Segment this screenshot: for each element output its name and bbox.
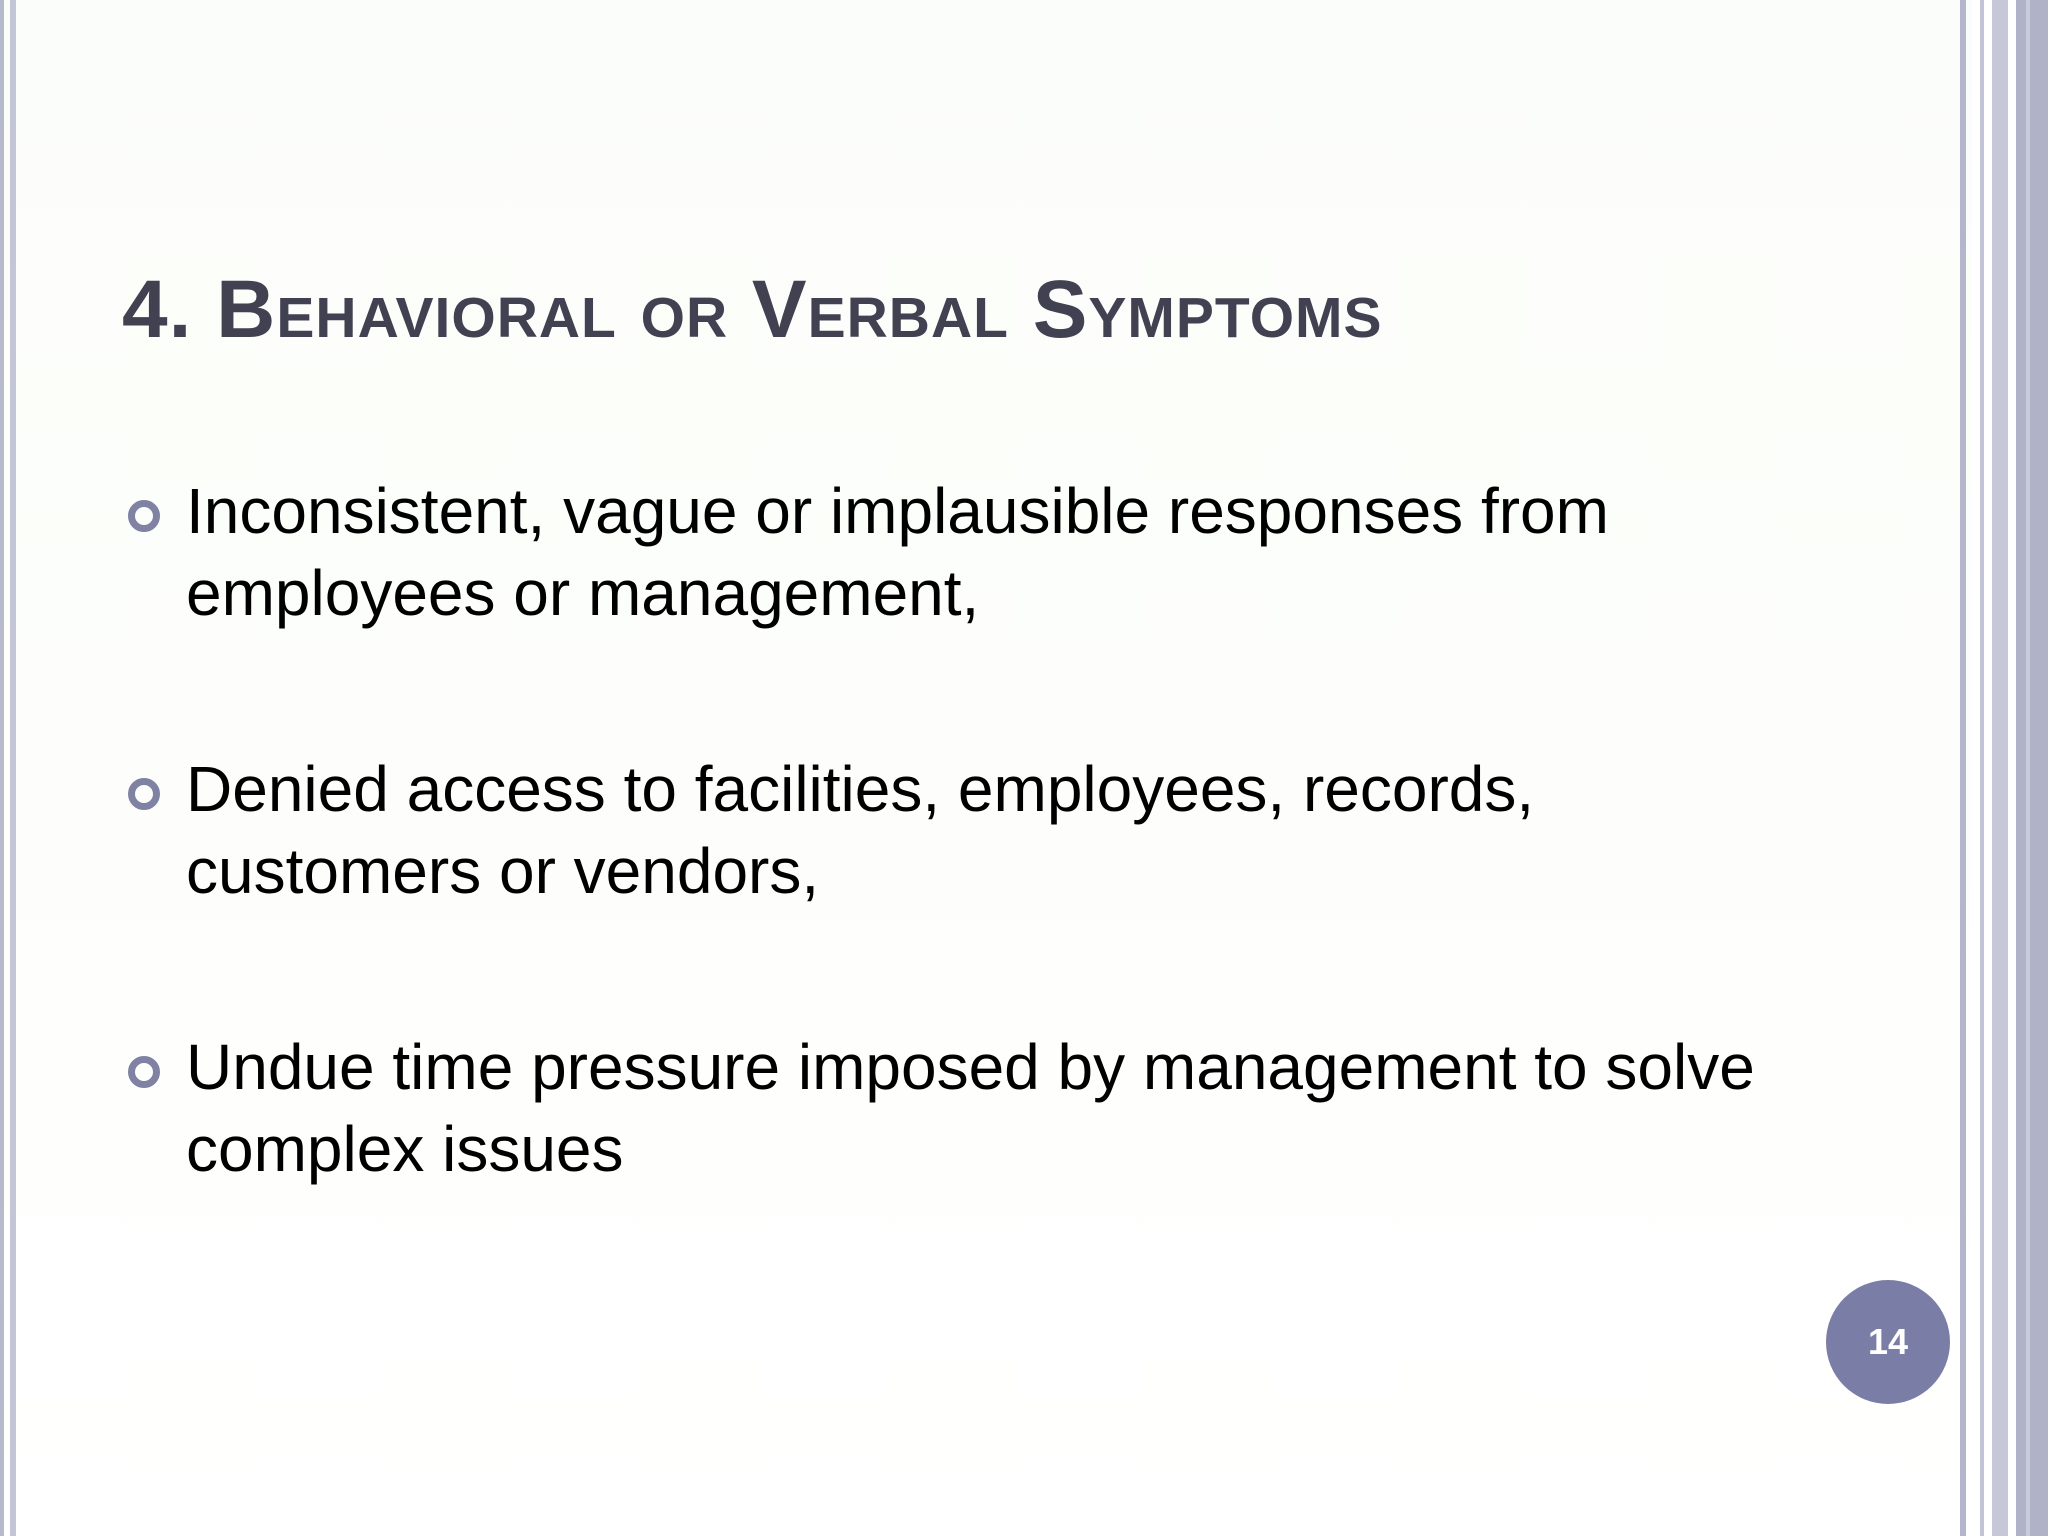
right-border-line [1960, 0, 1966, 1536]
hollow-circle-bullet-icon [128, 1056, 160, 1088]
right-border-line [1992, 0, 2008, 1536]
left-border-line [0, 0, 4, 1536]
bullet-item [122, 748, 1782, 912]
right-border-line [2026, 0, 2030, 1536]
bullet-text: Undue time pressure imposed by management to solve complex issues [186, 1031, 1755, 1185]
bullet-text: Inconsistent, vague or implausible responses from employees or management, [186, 475, 1609, 629]
hollow-circle-bullet-icon [128, 500, 160, 532]
page-number-badge [1826, 1280, 1950, 1404]
slide-title: 4. Behavioral or Verbal Symptoms [122, 263, 1383, 355]
left-border-line [10, 0, 16, 1536]
bullet-item [122, 1026, 1782, 1190]
bullet-item [122, 470, 1782, 634]
bullet-list [122, 470, 1782, 1304]
right-border-line [2016, 0, 2048, 1536]
bullet-text: Denied access to facilities, employees, records, customers or vendors, [186, 753, 1535, 907]
hollow-circle-bullet-icon [128, 778, 160, 810]
right-border-line [1980, 0, 1984, 1536]
page-number: 14 [1867, 1321, 1909, 1362]
